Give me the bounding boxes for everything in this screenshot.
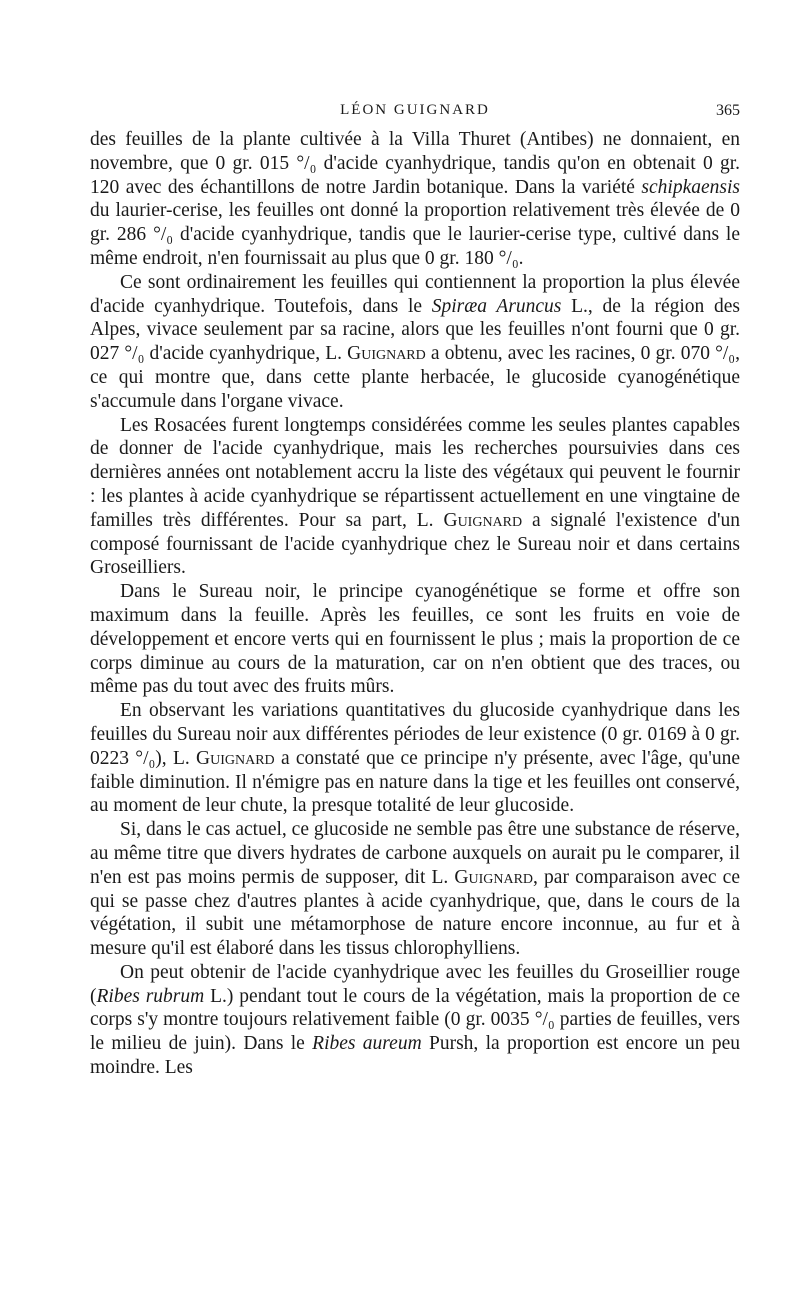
paragraph <box>90 128 740 271</box>
text-run: On peut obtenir de l'acide cyanhydrique avec les feuilles du Groseillier rouge ( <box>90 961 740 1007</box>
author-name: Guignard <box>454 866 534 888</box>
page-body <box>90 128 740 1080</box>
paragraph <box>90 961 740 1080</box>
text-run: , par comparaison avec ce qui se passe chez d'autres plantes à acide cyanhydrique, que, dans le cours de la végétation, il subit une métamorphose de nature encore inconnue, au fur et à mesure qu'il est élaboré dans les tissus chlorophylliens. <box>90 866 740 960</box>
text-run: Pursh, la proportion est encore un peu moindre. Les <box>90 1033 740 1079</box>
author-name: Guignard <box>443 509 523 531</box>
author-name: Guignard <box>347 343 426 365</box>
text-run: L., de la région des Alpes, vivace seulement par sa racine, alors que les feuilles n'ont fourni que 0 gr. 027 °/₀ d'acide cyanhydrique, L. <box>90 295 741 365</box>
italic-term: Spiræa Aruncus <box>431 295 562 317</box>
text-run: L.) pendant tout le cours de la végétation, mais la proportion de ce corps s'y montre toujours relativement faible (0 gr. 0035 °/₀ parties de feuilles, vers le milieu de juin). Dans le <box>90 985 740 1055</box>
text-run: a constaté que ce principe n'y présente, avec l'âge, qu'une faible diminution. Il n'émigre pas en nature dans la tige et les feuilles ont conservé, au moment de leur chute, la presque totalité de leur glucoside. <box>90 747 740 817</box>
page-number: 365 <box>716 102 740 119</box>
italic-term: schipkaensis <box>641 176 740 198</box>
text-run: En observant les variations quantitatives du glucoside cyanhydrique dans les feuilles du Sureau noir aux différentes périodes de leur existence (0 gr. 0169 à 0 gr. 0223 °/₀), L. <box>90 700 740 769</box>
paragraph <box>90 818 740 961</box>
paragraph <box>90 271 740 414</box>
paragraph <box>90 580 740 699</box>
text-run: du laurier-cerise, les feuilles ont donné la proportion relativement très élevée de 0 gr. 286 °/₀ d'acide cyanhydrique, tandis que le laurier-cerise type, cultivé dans le même endroit, n'en fournissait au plus que 0 gr. 180 °/₀. <box>90 200 740 269</box>
page-header <box>90 100 740 124</box>
paragraph <box>90 414 740 581</box>
text-run: Ce sont ordinairement les feuilles qui contiennent la proportion la plus élevée d'acide cyanhydrique. Toutefois, dans le <box>90 271 740 317</box>
text-run: a obtenu, avec les racines, 0 gr. 070 °/₀, ce qui montre que, dans cette plante herbacée, le glucoside cyanogénétique s'accumule dans l'organe vivace. <box>90 343 740 412</box>
text-run: a signalé l'existence d'un composé fournissant de l'acide cyanhydrique chez le Sureau noir et dans certains Groseilliers. <box>90 509 740 579</box>
text-run: des feuilles de la plante cultivée à la Villa Thuret (Antibes) ne donnaient, en novembre, que 0 gr. 015 °/₀ d'acide cyanhydrique, tandis qu'on en obtenait 0 gr. 120 avec des échantillons de notre Jardin botanique. Dans la variété <box>90 129 740 198</box>
running-title: LÉON GUIGNARD <box>340 102 490 118</box>
paragraph <box>90 699 740 818</box>
italic-term: Ribes aureum <box>312 1033 422 1055</box>
italic-term: Ribes rubrum <box>96 985 205 1007</box>
author-name: Guignard <box>196 747 275 769</box>
text-run: Les Rosacées furent longtemps considérées comme les seules plantes capables de donner de l'acide cyanhydrique, mais les recherches poursuivies dans ces dernières années ont notablement accru la liste des végétaux qui peuvent le fournir : les plantes à acide cyanhydrique se répartissent actuellement en une vingtaine de familles très différentes. Pour sa part, L. <box>90 414 740 531</box>
text-run: Dans le Sureau noir, le principe cyanogénétique se forme et offre son maximum dans la feuille. Après les feuilles, ce sont les fruits en voie de développement et encore verts qui en fournissent le plus ; mais la proportion de ce corps diminue au cours de la maturation, car on n'en obtient que des traces, ou même pas du tout avec des fruits mûrs. <box>90 581 740 698</box>
text-run: Si, dans le cas actuel, ce glucoside ne semble pas être une substance de réserve, au même titre que divers hydrates de carbone auxquels on aurait pu le comparer, il n'en est pas moins permis de supposer, dit L. <box>90 819 740 888</box>
